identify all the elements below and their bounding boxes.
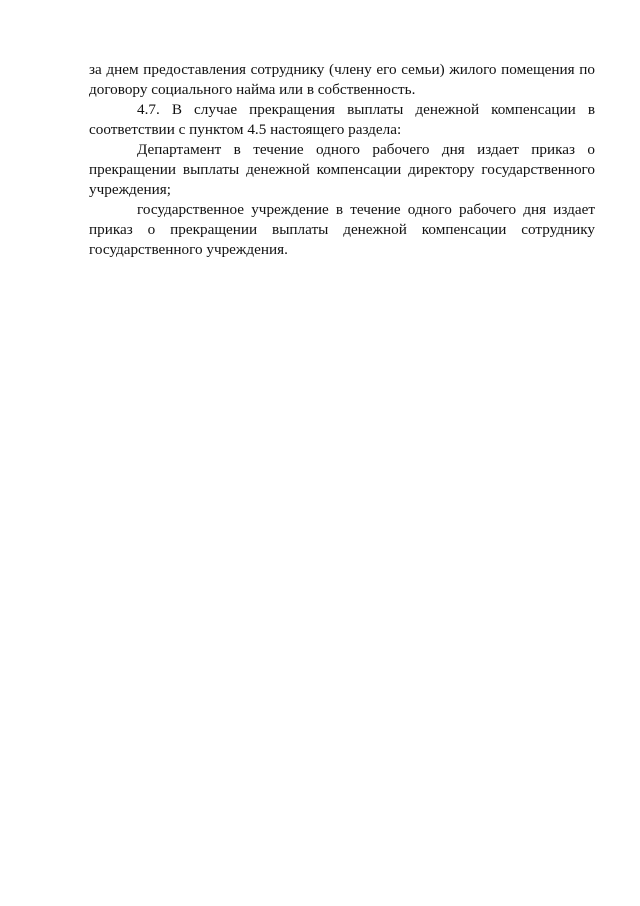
document-body (89, 60, 595, 260)
paragraph-institution-order: государственное учреждение в течение одного рабочего дня издает приказ о прекращении выплаты денежной компенсации сотруднику государственного учреждения. (89, 201, 595, 258)
paragraph-4-7: 4.7. В случае прекращения выплаты денежной компенсации в соответствии с пунктом 4.5 настоящего раздела: (89, 101, 595, 138)
paragraph-continuation: за днем предоставления сотруднику (члену его семьи) жилого помещения по договору социального найма или в собственность. (89, 61, 595, 98)
paragraph-department-order: Департамент в течение одного рабочего дня издает приказ о прекращении выплаты денежной компенсации директору государственного учреждения; (89, 141, 595, 198)
